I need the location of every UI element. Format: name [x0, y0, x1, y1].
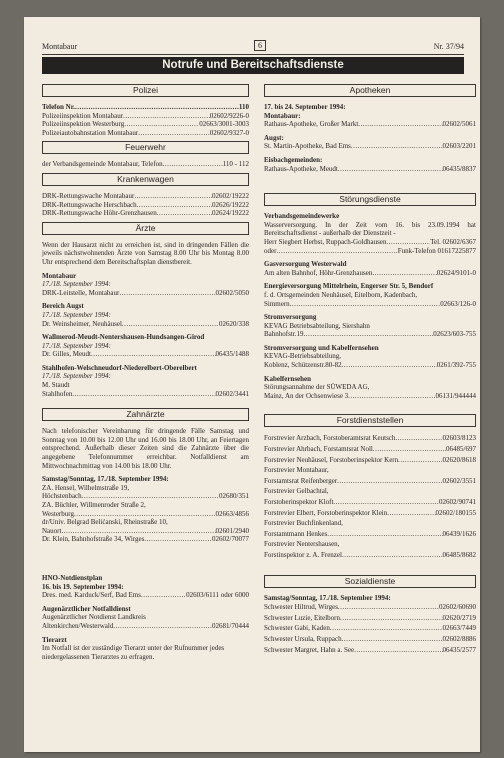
- list-item: Forstoberinspektor Kloft ..... 02602/90741: [264, 497, 476, 508]
- list-item: Forstamtsrat Reifenberger ..... 02602/3551: [264, 476, 476, 487]
- augen-sub: Augenärztlicher Notdienst Landkreis: [42, 613, 146, 622]
- list-item: oder ..... Funk-Telefon 01617225877: [264, 247, 476, 256]
- list-item: Forstrevier Nentershausen,: [264, 540, 340, 549]
- list-item: Rathaus-Apotheke, Großer Markt ..... 02602/5061: [264, 120, 476, 129]
- heading-apotheken: Apotheken: [264, 84, 476, 97]
- list-item: Nauort ..... 02601/2940: [42, 527, 249, 536]
- list-item: Dr. Gilles, Meudt ..... 06435/1488: [42, 350, 249, 359]
- dentist-line: ZA. Büchler, Willmenroder Straße 2,: [42, 501, 146, 509]
- list-item: Forstrevier Buchfinkenland,: [264, 519, 343, 528]
- section-title: Stromversorgung: [264, 313, 317, 322]
- list-item: Rathaus-Apotheke, Meudt ..... 06435/8837: [264, 165, 476, 174]
- list-item: Dr. Klein, Bahnhofstraße 34, Wirges ..... 02602/70077: [42, 535, 249, 544]
- section-title: Wallmerod-Meudt-Nentershausen-Hundsangen-Girod: [42, 333, 205, 342]
- left-column: [42, 80, 249, 661]
- section-title: Bereich Augst: [42, 302, 84, 311]
- header-rule: [42, 54, 464, 55]
- section-title: Stahlhofen-Welschneudorf-Niederelbert-Oberelbert: [42, 363, 197, 372]
- list-item: Polizeiinspektion Westerburg ..... 02663/3001-3003: [42, 120, 249, 129]
- section-title: Augst:: [264, 133, 284, 142]
- list-item: Forstrevier Elbert, Forstoberinspektor Klein ..... 02602/180155: [264, 508, 476, 519]
- list-item: Forstrevier Gelbachtal,: [264, 487, 329, 496]
- list-item: Dres. med. Karduck/Serf, Bad Ems ..... 02603/6111 oder 6000: [42, 591, 249, 600]
- section-title: Verbandsgemeindewerke: [264, 212, 340, 221]
- page-header: [42, 40, 464, 53]
- section-title: HNO-Notdienstplan: [42, 573, 103, 582]
- heading-feuerwehr: Feuerwehr: [42, 141, 249, 154]
- list-item: Westerburg ..... 02663/4856: [42, 510, 249, 519]
- right-column: [264, 80, 476, 655]
- list-item: Am alten Bahnhof, Höhr-Grenzhausen ..... 02624/9101-0: [264, 269, 476, 278]
- list-item: Koblenz, Schützenstr.80-82 ..... 0261/392-755: [264, 361, 476, 370]
- section-title: Kabelfernsehen: [264, 374, 312, 383]
- section-title: Eisbachgemeinden:: [264, 155, 323, 164]
- section-title: Tierarzt: [42, 635, 67, 644]
- list-item: Polizeiautobahnstation Montabaur ..... 02602/9327-0: [42, 129, 249, 138]
- list-item: Mainz, An der Ochsenwiese 3 ..... 06131/944444: [264, 392, 476, 401]
- heading-aerzte: Ärzte: [42, 222, 249, 235]
- section-date: 17./18. September 1994:: [42, 280, 111, 289]
- section-date: 17./18. September 1994:: [42, 310, 111, 319]
- list-item: Simmern ..... 02663/126-0: [264, 300, 476, 309]
- list-item: Altenkirchen/Westerwald ..... 02681/70444: [42, 622, 249, 631]
- heading-krankenwagen: Krankenwagen: [42, 173, 249, 186]
- list-item: DRK-Rettungswache Montabaur ..... 02602/19222: [42, 192, 249, 201]
- list-item: St. Martin-Apotheke, Bad Ems ..... 02603/2201: [264, 142, 476, 151]
- section-title: Augenärztlicher Notfalldienst: [42, 604, 131, 613]
- list-item: Forstrevier Montabaur,: [264, 466, 329, 475]
- list-item: Dr. Weinsheimer, Neuhäusel ..... 02620/338: [42, 320, 249, 329]
- list-item: Forstamtmann Henkes ..... 06439/1626: [264, 529, 476, 540]
- list-item: Schwester Gabi, Kaden ..... 02663/7449: [264, 623, 476, 634]
- energie-line: f. d. Ortsgemeinden Neuhäusel, Eitelborn, Kadenbach,: [264, 290, 418, 299]
- page-number: 6: [254, 40, 266, 51]
- section-date: 17./18. September 1994:: [42, 341, 111, 350]
- list-item: der Verbandsgemeinde Montabaur, Telefon ..... 110 - 112: [42, 160, 249, 169]
- page-title: Notrufe und Bereitschaftsdienste: [42, 57, 464, 74]
- issue-number: Nr. 37/94: [433, 42, 464, 51]
- section-date: 17./18. September 1994:: [42, 372, 111, 381]
- section-title: Gasversorgung Westerwald: [264, 260, 347, 269]
- heading-polizei: Polizei: [42, 84, 249, 97]
- list-item: Schwester Luzie, Eitelborn ..... 02620/2719: [264, 613, 476, 624]
- newspaper-page: [24, 17, 480, 752]
- aerzte-intro: Wenn der Hausarzt nicht zu erreichen ist, sind in dringenden Fällen die jeweils nächstwohnenden Ärzte von Samstag 8.00 Uhr bis Montag 8.00 Uhr entsprechend dem Bereitschaftsplan dienstbereit.: [42, 240, 249, 266]
- list-item: Forstrevier Neuhäusel, Forstoberinspektor Kern ..... 02620/8618: [264, 455, 476, 466]
- kabel-line: Störungsannahme der SÜWEDA AG,: [264, 383, 370, 392]
- strom-line: KEVAG Betriebsabteilung, Siershahn: [264, 321, 370, 330]
- header-town: Montabaur: [42, 42, 78, 51]
- list-item: Höchstenbach ..... 02680/351: [42, 492, 249, 501]
- list-item: Stahlhofen ..... 02602/3441: [42, 390, 249, 399]
- dentist-line: dr/Univ. Belgrad Belićanski, Rheinstraße 10,: [42, 518, 168, 527]
- list-item: Herr Siegbert Herbst, Ruppach-Goldhausen ..... Tel. 02602/6367: [264, 238, 476, 247]
- section-date: Samstag/Sonntag, 17./18. September 1994:: [42, 475, 169, 484]
- list-item: Schwester Margret, Hahn a. See ..... 06435/2577: [264, 645, 476, 656]
- list-item: Schwester Hiltrud, Wirges ..... 02602/60690: [264, 602, 476, 613]
- heading-stoerungsdienste: Störungsdienste: [264, 193, 476, 206]
- section-title: Montabaur:: [264, 111, 301, 120]
- zahnaerzte-intro: Nach telefonischer Vereinbarung für dringende Fälle Samstag und Sonntag von 10.00 bis 12.00 Uhr und 16.00 bis 18.00 Uhr, an Feiertagen entsprechend. Außerhalb dieser Zeiten sind die Zahnärzte über die angegebene Telefonnummer erreichbar. Notfalldienst am Mittwochnachmittag von 14.00 bis 18.00 Uhr.: [42, 427, 249, 470]
- section-title: Montabaur: [42, 271, 77, 280]
- tierarzt-text: Im Notfall ist der zuständige Tierarzt unter der Rufnummer jedes niedergelassenen Tierarztes zu erfragen.: [42, 644, 225, 661]
- section-date: 16. bis 19. September 1994:: [42, 582, 124, 591]
- section-date: Samstag/Sonntag, 17./18. September 1994:: [264, 593, 391, 602]
- list-item: DRK-Rettungswache Herschbach ..... 02626/19222: [42, 201, 249, 210]
- strom2-line: KEVAG-Betriebsabteilung,: [264, 352, 342, 361]
- heading-zahnaerzte: Zahnärzte: [42, 408, 249, 421]
- list-item: Bahnhofstr.19 ..... 02623/603-755: [264, 330, 476, 339]
- heading-forstdienststellen: Forstdienststellen: [264, 414, 476, 427]
- list-item: Telefon Nr. ..... 110: [42, 103, 249, 112]
- doctor-name: M. Staudt: [42, 381, 70, 390]
- section-date: 17. bis 24. September 1994:: [264, 103, 346, 111]
- list-item: Schwester Ursula, Ruppach ..... 02602/8886: [264, 634, 476, 645]
- vg-text: Wasserversorgung. In der Zeit vom 16. bis 23.09.1994 hat Bereitschaftsdienst - außerhalb der Dienstzeit -: [264, 220, 476, 238]
- list-item: Forstinspektor z. A. Frenzel ..... 06485/8682: [264, 550, 476, 561]
- list-item: DRK-Leitstelle, Montabaur ..... 02602/5050: [42, 289, 249, 298]
- list-item: Forstrevier Arzbach, Forstoberamtsrat Keutsch ..... 02603/8123: [264, 433, 476, 444]
- section-title: Energieversorgung Mittelrhein, Engerser Str. 5, Bendorf: [264, 282, 434, 291]
- list-item: Forstrevier Ahrbach, Forstamtsrat Noll ..... 06485/697: [264, 444, 476, 455]
- section-title: Stromversorgung und Kabelfernsehen: [264, 343, 379, 352]
- list-item: DRK-Rettungswache Höhr-Grenzhausen ..... 02624/19222: [42, 209, 249, 218]
- list-item: Polizeiinspektion Montabaur ..... 02602/9226-0: [42, 112, 249, 121]
- heading-sozialdienste: Sozialdienste: [264, 575, 476, 588]
- dentist-line: ZA. Hensel, Wilhelmstraße 19,: [42, 483, 130, 492]
